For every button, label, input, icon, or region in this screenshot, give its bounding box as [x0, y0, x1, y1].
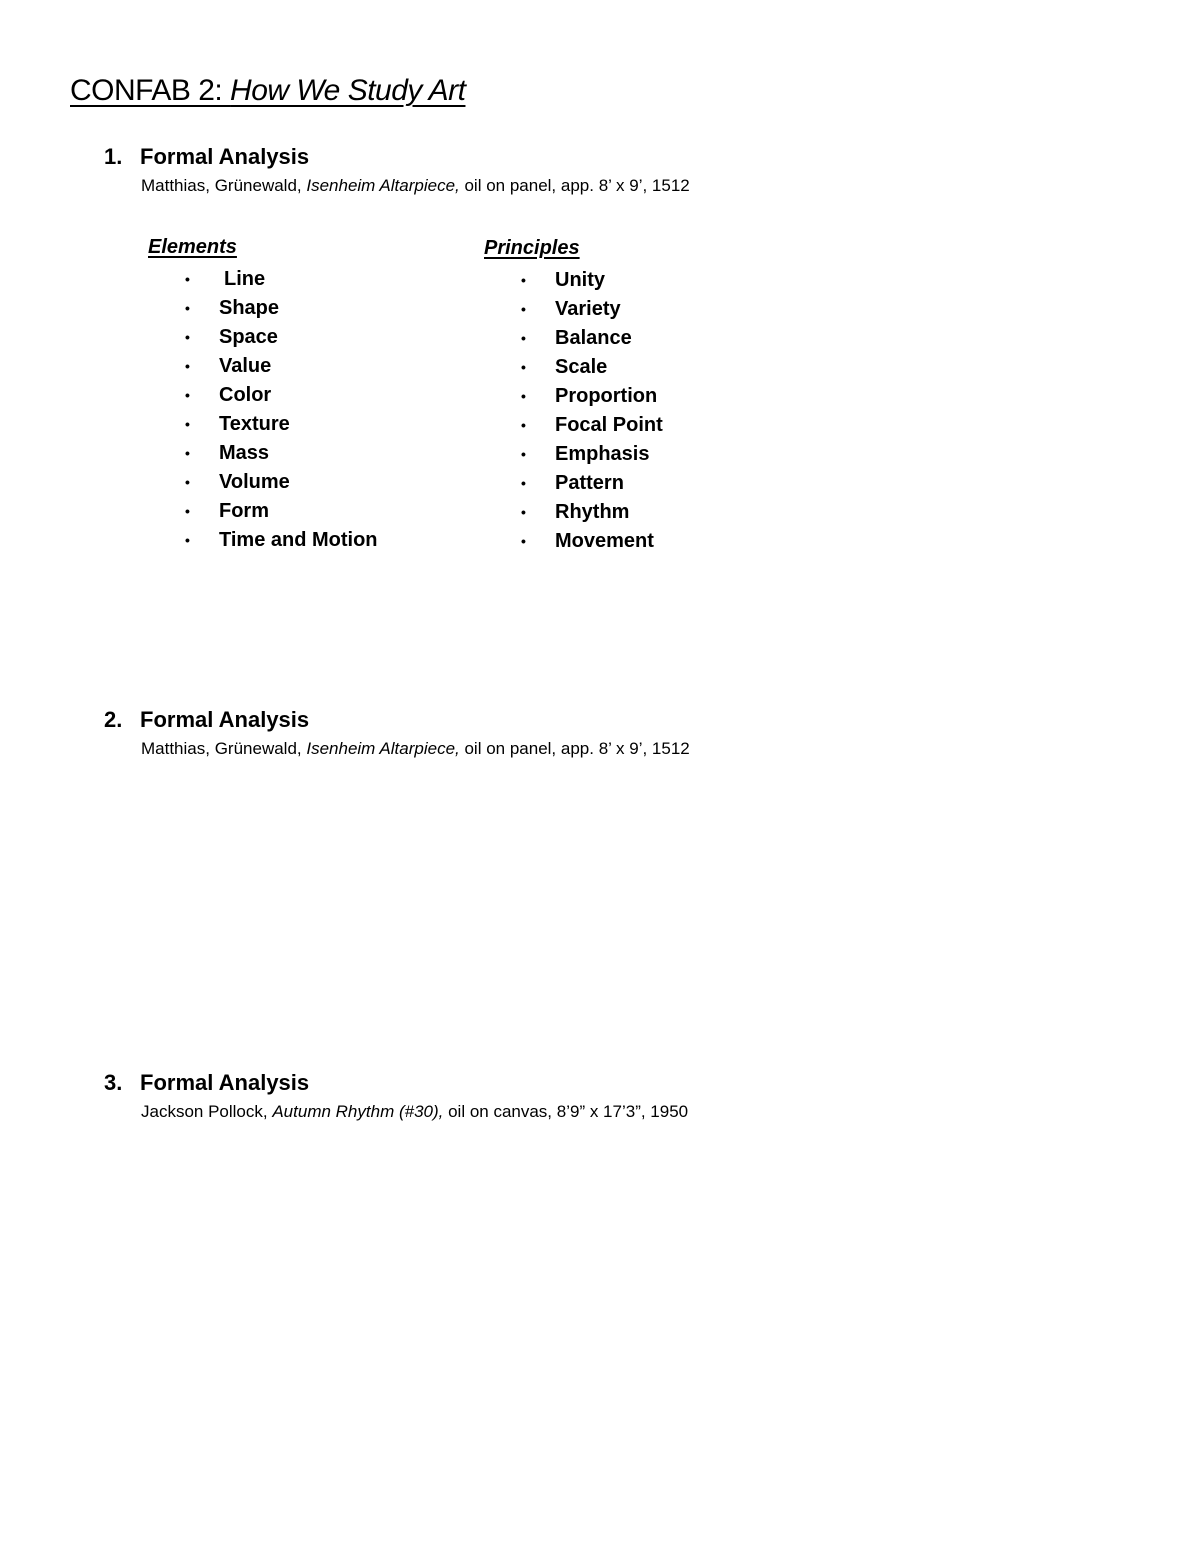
- list-item-label: Balance: [555, 327, 632, 349]
- artwork-citation: [141, 1102, 1104, 1122]
- bullet-icon: •: [521, 330, 526, 346]
- principles-list: [484, 266, 663, 556]
- list-item: [484, 324, 663, 353]
- list-item: [484, 411, 663, 440]
- list-item: [148, 439, 378, 468]
- list-item-label: Color: [219, 384, 272, 406]
- list-item-label: Focal Point: [555, 414, 663, 436]
- list-item: [484, 469, 663, 498]
- artwork-citation: [141, 739, 1104, 759]
- bullet-icon: •: [521, 475, 526, 491]
- list-item-label: Rhythm: [555, 501, 630, 523]
- principles-heading: Principles: [484, 237, 580, 259]
- list-item-label: Volume: [219, 471, 290, 493]
- bullet-icon: •: [521, 301, 526, 317]
- citation-artist: Matthias, Grünewald,: [141, 739, 307, 758]
- bullet-icon: •: [521, 533, 526, 549]
- bullet-icon: •: [521, 417, 526, 433]
- title-prefix: CONFAB 2:: [70, 74, 231, 107]
- list-item-label: Proportion: [555, 385, 658, 407]
- bullet-icon: •: [185, 532, 190, 548]
- list-item: [148, 468, 378, 497]
- citation-work-title: Isenheim Altarpiece,: [306, 176, 460, 195]
- list-item-label: Mass: [219, 442, 270, 464]
- list-item: [148, 497, 378, 526]
- section-number: 1.: [104, 144, 123, 169]
- section-heading: [104, 1070, 1104, 1096]
- list-item: [148, 294, 378, 323]
- list-item: [148, 381, 378, 410]
- bullet-icon: •: [185, 474, 190, 490]
- list-item: [484, 382, 663, 411]
- bullet-icon: •: [521, 504, 526, 520]
- list-item-label: Line: [224, 268, 266, 290]
- bullet-icon: •: [185, 300, 190, 316]
- citation-work-title: Autumn Rhythm (#30),: [272, 1102, 444, 1121]
- citation-details: oil on canvas, 8’9” x 17’3”, 1950: [443, 1102, 689, 1121]
- list-item: [148, 410, 378, 439]
- list-item: [148, 526, 378, 555]
- bullet-icon: •: [185, 387, 190, 403]
- citation-details: oil on panel, app. 8’ x 9’, 1512: [459, 739, 690, 758]
- list-item-label: Variety: [555, 298, 621, 320]
- list-item-label: Space: [219, 326, 278, 348]
- section-number: 3.: [104, 1070, 123, 1095]
- section-title: Formal Analysis: [140, 1070, 310, 1095]
- list-item-label: Scale: [555, 356, 608, 378]
- bullet-icon: •: [185, 503, 190, 519]
- elements-list: [148, 265, 378, 555]
- list-item: [148, 323, 378, 352]
- section-title: Formal Analysis: [140, 707, 310, 732]
- bullet-icon: •: [185, 271, 190, 287]
- list-item: [484, 498, 663, 527]
- section-3: [104, 1070, 1104, 1122]
- artwork-citation: [141, 176, 1104, 196]
- section-heading: [104, 707, 1104, 733]
- section-heading: [104, 144, 1104, 170]
- bullet-icon: •: [521, 359, 526, 375]
- list-item-label: Form: [219, 500, 269, 522]
- list-item-label: Time and Motion: [219, 529, 378, 551]
- list-item-label: Emphasis: [555, 443, 650, 465]
- bullet-icon: •: [521, 272, 526, 288]
- list-item-label: Shape: [219, 297, 280, 319]
- bullet-icon: •: [185, 445, 190, 461]
- bullet-icon: •: [521, 446, 526, 462]
- bullet-icon: •: [185, 358, 190, 374]
- bullet-icon: •: [521, 388, 526, 404]
- list-item: [148, 265, 378, 294]
- section-number: 2.: [104, 707, 123, 732]
- section-1: [104, 144, 1104, 196]
- citation-details: oil on panel, app. 8’ x 9’, 1512: [459, 176, 690, 195]
- bullet-icon: •: [185, 329, 190, 345]
- list-item: [484, 266, 663, 295]
- section-2: [104, 707, 1104, 759]
- section-title: Formal Analysis: [140, 144, 310, 169]
- list-item: [484, 353, 663, 382]
- list-item-label: Movement: [555, 530, 654, 552]
- list-item: [148, 352, 378, 381]
- list-item-label: Value: [219, 355, 272, 377]
- elements-column: [148, 236, 378, 555]
- list-item-label: Unity: [555, 269, 605, 291]
- citation-artist: Matthias, Grünewald,: [141, 176, 307, 195]
- document-title: [70, 74, 465, 108]
- list-item: [484, 440, 663, 469]
- citation-artist: Jackson Pollock,: [141, 1102, 273, 1121]
- bullet-icon: •: [185, 416, 190, 432]
- list-item: [484, 527, 663, 556]
- elements-heading: Elements: [148, 236, 237, 258]
- list-item: [484, 295, 663, 324]
- citation-work-title: Isenheim Altarpiece,: [306, 739, 460, 758]
- list-item-label: Pattern: [555, 472, 624, 494]
- list-item-label: Texture: [219, 413, 290, 435]
- title-italic: How We Study Art: [230, 74, 466, 107]
- principles-column: [484, 237, 663, 556]
